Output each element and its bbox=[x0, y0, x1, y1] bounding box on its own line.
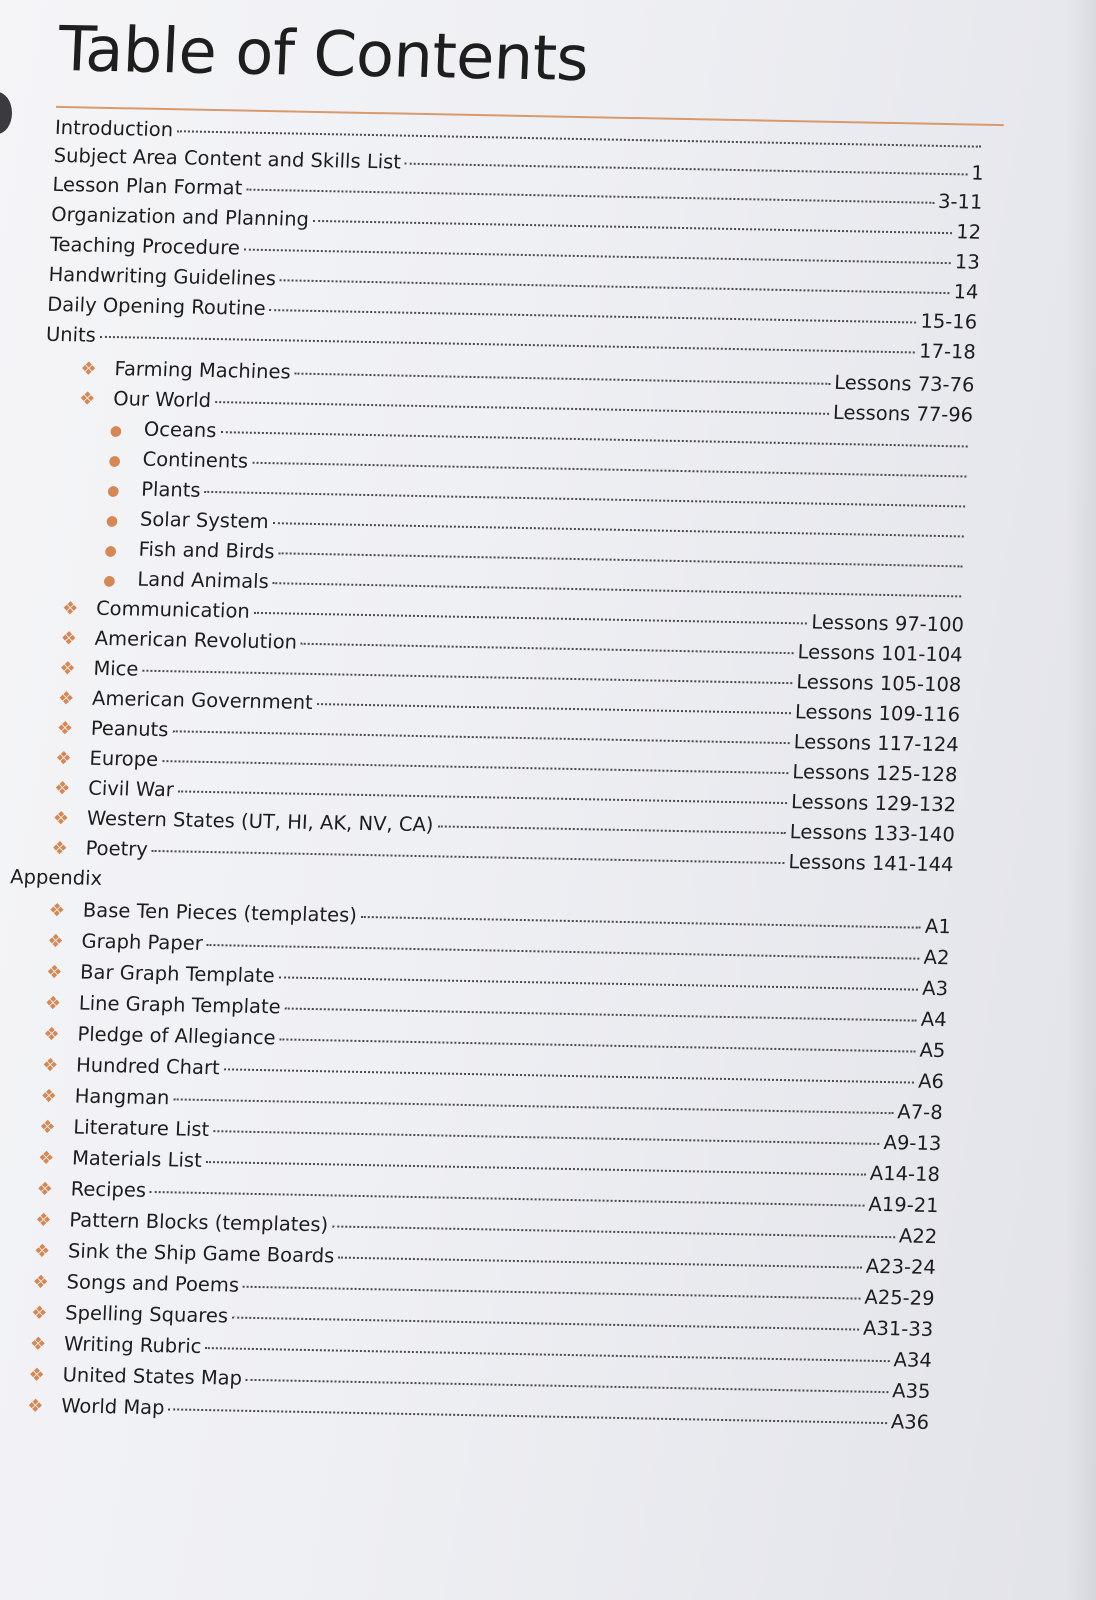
entry-label: Writing Rubric bbox=[63, 1332, 202, 1358]
diamond-cluster-icon: ❖ bbox=[40, 1085, 58, 1108]
dot-leader bbox=[272, 522, 963, 537]
dot-leader bbox=[252, 462, 966, 478]
entry-page: A6 bbox=[917, 1069, 945, 1094]
diamond-cluster-icon: ❖ bbox=[47, 930, 65, 953]
entry-label: Sink the Ship Game Boards bbox=[67, 1239, 335, 1268]
entry-label: Units bbox=[45, 322, 97, 347]
entry-page: Lessons 109-116 bbox=[794, 700, 961, 727]
entry-label: Farming Machines bbox=[114, 357, 292, 384]
diamond-cluster-icon: ❖ bbox=[52, 808, 70, 830]
entry-label: Introduction bbox=[54, 115, 174, 142]
dot-leader bbox=[215, 401, 829, 415]
diamond-cluster-icon: ❖ bbox=[45, 961, 63, 984]
appendix-heading[interactable]: Appendix bbox=[9, 865, 103, 890]
entry-label: American Government bbox=[91, 686, 314, 714]
dot-leader bbox=[437, 825, 785, 834]
dot-leader bbox=[246, 189, 934, 204]
entry-label: Fish and Birds bbox=[138, 537, 276, 564]
entry-page: A34 bbox=[893, 1348, 933, 1372]
diamond-cluster-icon: ❖ bbox=[57, 688, 75, 710]
dot-leader bbox=[205, 1347, 889, 1362]
entry-label: Civil War bbox=[87, 776, 175, 802]
dot-leader bbox=[152, 850, 785, 864]
entry-page: Lessons 105-108 bbox=[795, 670, 962, 697]
dot-leader bbox=[205, 491, 966, 508]
entry-label: Base Ten Pieces (templates) bbox=[82, 898, 358, 927]
entry-label: Line Graph Template bbox=[78, 991, 282, 1019]
entry-label: Hundred Chart bbox=[75, 1053, 221, 1080]
dot-leader bbox=[244, 249, 951, 265]
dot-icon: ● bbox=[108, 453, 122, 470]
dot-icon: ● bbox=[109, 423, 123, 440]
entry-page: A23-24 bbox=[865, 1254, 937, 1280]
dot-leader bbox=[162, 760, 788, 774]
dot-icon: ● bbox=[105, 512, 119, 530]
dot-leader bbox=[270, 309, 917, 323]
dot-leader bbox=[280, 279, 950, 294]
diamond-cluster-icon: ❖ bbox=[43, 1023, 61, 1046]
diamond-cluster-icon: ❖ bbox=[60, 628, 78, 650]
dot-leader bbox=[361, 916, 921, 929]
dot-leader bbox=[213, 1130, 880, 1145]
diamond-cluster-icon: ❖ bbox=[78, 388, 96, 410]
dot-leader bbox=[278, 552, 962, 567]
dot-leader bbox=[338, 1257, 862, 1269]
entry-page: Lessons 117-124 bbox=[793, 730, 960, 757]
entry-page: 17-18 bbox=[918, 339, 977, 364]
diamond-cluster-icon: ❖ bbox=[33, 1240, 51, 1263]
dot-leader bbox=[168, 1408, 887, 1424]
entry-label: Handwriting Guidelines bbox=[48, 262, 277, 291]
entry-label: Mice bbox=[92, 656, 139, 681]
dot-leader bbox=[142, 670, 792, 684]
diamond-cluster-icon: ❖ bbox=[58, 658, 77, 680]
entry-label: Teaching Procedure bbox=[49, 232, 241, 260]
entry-label: Subject Area Content and Skills List bbox=[53, 143, 402, 174]
dot-icon: ● bbox=[106, 482, 120, 500]
entry-page: A22 bbox=[898, 1224, 938, 1249]
diamond-cluster-icon: ❖ bbox=[28, 1364, 46, 1386]
dot-leader bbox=[301, 643, 794, 654]
entry-label: Songs and Poems bbox=[66, 1270, 240, 1297]
entry-label: Pledge of Allegiance bbox=[77, 1022, 277, 1050]
entry-label: Our World bbox=[112, 387, 212, 412]
entry-label: Oceans bbox=[143, 417, 217, 443]
entry-page: A36 bbox=[890, 1410, 930, 1434]
entry-label: Poetry bbox=[85, 836, 149, 861]
entry-page: 13 bbox=[954, 250, 981, 274]
entry-page: A31-33 bbox=[862, 1316, 934, 1341]
dot-leader bbox=[332, 1225, 895, 1238]
dot-leader bbox=[173, 1098, 893, 1114]
entry-page: 3-11 bbox=[937, 189, 983, 214]
entry-page: 15-16 bbox=[919, 309, 978, 334]
diamond-cluster-icon: ❖ bbox=[34, 1209, 52, 1232]
diamond-cluster-icon: ❖ bbox=[48, 899, 66, 922]
entry-label: Daily Opening Routine bbox=[46, 292, 267, 320]
entry-label: Communication bbox=[95, 596, 251, 623]
entry-label: Materials List bbox=[71, 1146, 203, 1172]
entry-page: A7-8 bbox=[896, 1100, 944, 1125]
entry-page: Lessons 141-144 bbox=[788, 850, 954, 877]
dot-leader bbox=[285, 1007, 917, 1021]
entry-page: Lessons 129-132 bbox=[790, 790, 957, 817]
entry-page: Lessons 101-104 bbox=[797, 640, 964, 667]
page-title: Table of Contents bbox=[56, 11, 590, 96]
entry-label: Pattern Blocks (templates) bbox=[68, 1208, 329, 1237]
diamond-cluster-icon: ❖ bbox=[56, 718, 74, 740]
dot-icon: ● bbox=[102, 572, 116, 590]
dot-leader bbox=[100, 336, 915, 354]
entry-label: Plants bbox=[140, 477, 202, 502]
dot-leader bbox=[172, 730, 789, 744]
diamond-cluster-icon: ❖ bbox=[41, 1054, 59, 1077]
dot-leader bbox=[220, 431, 967, 447]
diamond-cluster-icon: ❖ bbox=[30, 1302, 48, 1324]
entry-label: Graph Paper bbox=[81, 929, 204, 955]
dot-leader bbox=[295, 373, 831, 385]
diamond-cluster-icon: ❖ bbox=[38, 1116, 57, 1139]
entry-page: A3 bbox=[921, 976, 949, 1001]
dot-leader bbox=[243, 1286, 861, 1300]
dot-leader bbox=[207, 944, 920, 960]
entry-page: A9-13 bbox=[883, 1131, 942, 1156]
entry-page: 1 bbox=[970, 161, 985, 185]
entry-label: World Map bbox=[60, 1394, 165, 1420]
entry-label: Hangman bbox=[74, 1084, 170, 1110]
dot-leader bbox=[178, 790, 787, 804]
dot-leader bbox=[224, 1068, 915, 1083]
entry-label: Continents bbox=[142, 447, 249, 473]
entry-page: A4 bbox=[920, 1007, 948, 1032]
entry-page: 12 bbox=[955, 220, 982, 244]
entry-page: Lessons 77-96 bbox=[832, 400, 974, 427]
dot-leader bbox=[246, 1379, 888, 1393]
diamond-cluster-icon: ❖ bbox=[37, 1147, 55, 1170]
dot-leader bbox=[232, 1317, 859, 1331]
diamond-cluster-icon: ❖ bbox=[32, 1271, 50, 1294]
entry-page: Lessons 133-140 bbox=[789, 820, 956, 847]
diamond-cluster-icon: ❖ bbox=[80, 358, 98, 380]
entry-page: A25-29 bbox=[864, 1285, 936, 1311]
entry-page: A1 bbox=[924, 914, 952, 939]
entry-label: Western States (UT, HI, AK, NV, CA) bbox=[86, 806, 434, 837]
dot-leader bbox=[206, 1161, 866, 1176]
entry-label: Recipes bbox=[70, 1177, 147, 1202]
diamond-cluster-icon: ❖ bbox=[36, 1178, 54, 1201]
dot-leader bbox=[254, 612, 808, 625]
entry-label: Europe bbox=[89, 746, 159, 772]
entry-label: Organization and Planning bbox=[50, 202, 310, 231]
diamond-cluster-icon: ❖ bbox=[61, 598, 79, 620]
entry-label: Spelling Squares bbox=[64, 1301, 229, 1328]
entry-label: Lesson Plan Format bbox=[52, 172, 243, 200]
entry-label: United States Map bbox=[62, 1363, 243, 1390]
diamond-cluster-icon: ❖ bbox=[44, 992, 62, 1015]
dot-leader bbox=[279, 1038, 915, 1052]
dot-icon: ● bbox=[104, 542, 118, 560]
dot-leader bbox=[150, 1191, 865, 1207]
entry-page: A35 bbox=[891, 1379, 931, 1403]
dot-leader bbox=[279, 976, 919, 990]
entry-page: Lessons 125-128 bbox=[791, 760, 958, 787]
entry-page: A5 bbox=[919, 1038, 946, 1063]
diamond-cluster-icon: ❖ bbox=[51, 837, 69, 860]
diamond-cluster-icon: ❖ bbox=[26, 1395, 44, 1417]
dot-leader bbox=[313, 220, 952, 234]
dot-leader bbox=[273, 582, 962, 597]
diamond-cluster-icon: ❖ bbox=[53, 778, 71, 800]
dot-leader bbox=[177, 130, 981, 147]
entry-label: Land Animals bbox=[136, 567, 270, 594]
entry-label: Literature List bbox=[72, 1115, 210, 1142]
entry-page: 14 bbox=[953, 280, 979, 304]
entry-page: Lessons 97-100 bbox=[810, 610, 965, 637]
entry-page: A2 bbox=[923, 945, 950, 970]
entry-page: A19-21 bbox=[868, 1192, 940, 1218]
diamond-cluster-icon: ❖ bbox=[29, 1333, 47, 1355]
entry-label: American Revolution bbox=[94, 626, 298, 654]
entry-label: Solar System bbox=[139, 507, 270, 534]
dot-leader bbox=[405, 163, 967, 176]
entry-page: A14-18 bbox=[869, 1161, 941, 1187]
dot-leader bbox=[317, 703, 791, 714]
entry-page: Lessons 73-76 bbox=[833, 370, 975, 397]
diamond-cluster-icon: ❖ bbox=[55, 748, 73, 770]
entry-label: Bar Graph Template bbox=[79, 960, 276, 988]
entry-label: Peanuts bbox=[90, 716, 169, 742]
